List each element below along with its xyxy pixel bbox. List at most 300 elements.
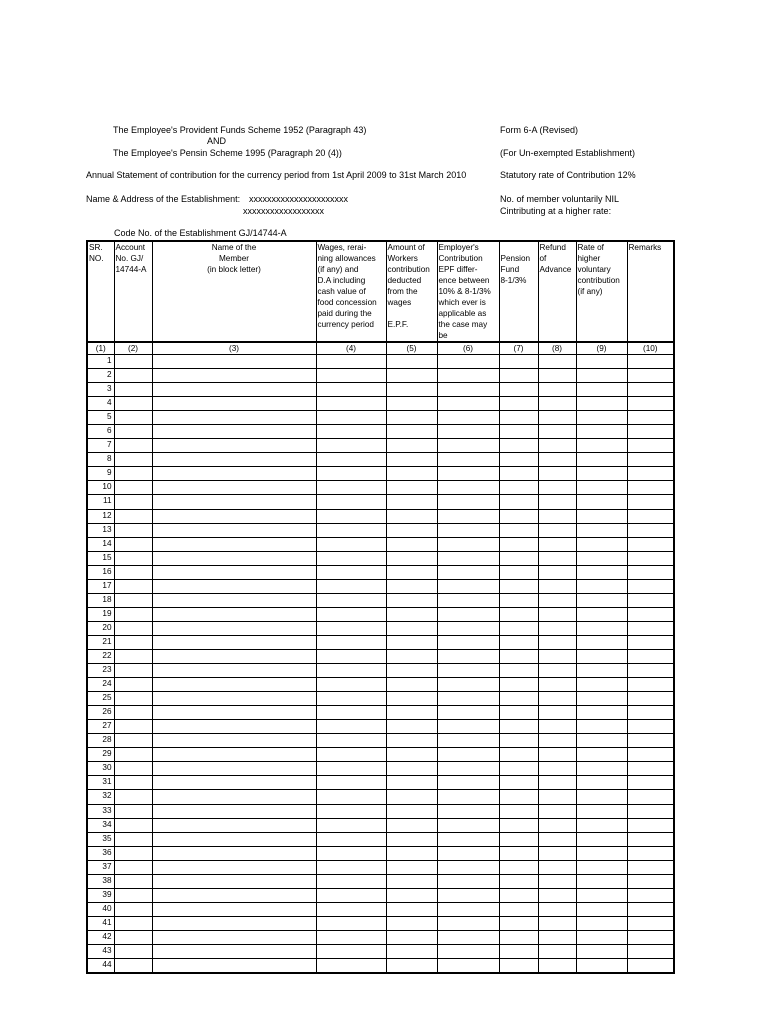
table-cell[interactable] bbox=[386, 579, 437, 593]
table-cell[interactable] bbox=[538, 706, 576, 720]
table-cell[interactable] bbox=[437, 551, 499, 565]
table-cell[interactable] bbox=[114, 649, 152, 663]
table-cell[interactable] bbox=[437, 902, 499, 916]
table-cell[interactable] bbox=[499, 621, 538, 635]
table-cell[interactable] bbox=[627, 678, 674, 692]
table-cell[interactable] bbox=[538, 425, 576, 439]
table-cell[interactable] bbox=[627, 888, 674, 902]
table-cell[interactable] bbox=[499, 481, 538, 495]
table-cell[interactable] bbox=[152, 397, 316, 411]
table-cell[interactable] bbox=[114, 355, 152, 369]
table-cell[interactable] bbox=[437, 846, 499, 860]
table-cell[interactable] bbox=[386, 649, 437, 663]
table-cell[interactable] bbox=[499, 509, 538, 523]
table-cell[interactable] bbox=[538, 411, 576, 425]
table-cell[interactable] bbox=[152, 355, 316, 369]
table-cell[interactable] bbox=[316, 846, 386, 860]
table-cell[interactable] bbox=[538, 579, 576, 593]
table-cell[interactable] bbox=[316, 439, 386, 453]
table-cell[interactable] bbox=[538, 495, 576, 509]
table-cell[interactable] bbox=[499, 551, 538, 565]
table-cell[interactable] bbox=[316, 762, 386, 776]
table-cell[interactable] bbox=[316, 860, 386, 874]
table-cell[interactable] bbox=[499, 678, 538, 692]
table-cell[interactable] bbox=[499, 565, 538, 579]
table-cell[interactable] bbox=[114, 959, 152, 974]
table-cell[interactable] bbox=[627, 453, 674, 467]
table-cell[interactable] bbox=[114, 369, 152, 383]
table-cell[interactable] bbox=[499, 355, 538, 369]
table-cell[interactable] bbox=[499, 579, 538, 593]
table-cell[interactable] bbox=[437, 790, 499, 804]
table-cell[interactable] bbox=[386, 762, 437, 776]
table-cell[interactable] bbox=[152, 664, 316, 678]
table-cell[interactable] bbox=[538, 902, 576, 916]
table-cell[interactable] bbox=[538, 383, 576, 397]
table-cell[interactable] bbox=[114, 607, 152, 621]
table-cell[interactable] bbox=[499, 902, 538, 916]
table-cell[interactable] bbox=[152, 621, 316, 635]
table-cell[interactable] bbox=[499, 874, 538, 888]
table-cell[interactable] bbox=[576, 762, 627, 776]
table-cell[interactable] bbox=[576, 551, 627, 565]
table-cell[interactable] bbox=[627, 383, 674, 397]
table-cell[interactable] bbox=[627, 804, 674, 818]
table-cell[interactable] bbox=[437, 439, 499, 453]
table-cell[interactable] bbox=[316, 832, 386, 846]
table-cell[interactable] bbox=[538, 523, 576, 537]
table-cell[interactable] bbox=[499, 916, 538, 930]
table-cell[interactable] bbox=[114, 495, 152, 509]
table-cell[interactable] bbox=[114, 874, 152, 888]
table-cell[interactable] bbox=[576, 748, 627, 762]
table-cell[interactable] bbox=[437, 832, 499, 846]
table-cell[interactable] bbox=[437, 959, 499, 974]
table-cell[interactable] bbox=[386, 959, 437, 974]
table-cell[interactable] bbox=[152, 916, 316, 930]
table-cell[interactable] bbox=[152, 888, 316, 902]
table-cell[interactable] bbox=[499, 537, 538, 551]
table-cell[interactable] bbox=[114, 888, 152, 902]
table-cell[interactable] bbox=[437, 706, 499, 720]
table-cell[interactable] bbox=[114, 762, 152, 776]
table-cell[interactable] bbox=[386, 748, 437, 762]
table-cell[interactable] bbox=[627, 748, 674, 762]
table-cell[interactable] bbox=[316, 818, 386, 832]
table-cell[interactable] bbox=[152, 593, 316, 607]
table-cell[interactable] bbox=[114, 523, 152, 537]
table-cell[interactable] bbox=[627, 790, 674, 804]
table-cell[interactable] bbox=[437, 720, 499, 734]
table-cell[interactable] bbox=[576, 664, 627, 678]
table-cell[interactable] bbox=[576, 369, 627, 383]
table-cell[interactable] bbox=[316, 692, 386, 706]
table-cell[interactable] bbox=[114, 509, 152, 523]
table-cell[interactable] bbox=[152, 523, 316, 537]
table-cell[interactable] bbox=[627, 355, 674, 369]
table-cell[interactable] bbox=[316, 916, 386, 930]
table-cell[interactable] bbox=[386, 678, 437, 692]
table-cell[interactable] bbox=[627, 607, 674, 621]
table-cell[interactable] bbox=[499, 607, 538, 621]
table-cell[interactable] bbox=[576, 649, 627, 663]
table-cell[interactable] bbox=[538, 397, 576, 411]
table-cell[interactable] bbox=[386, 832, 437, 846]
table-cell[interactable] bbox=[576, 523, 627, 537]
table-cell[interactable] bbox=[499, 593, 538, 607]
table-cell[interactable] bbox=[437, 930, 499, 944]
table-cell[interactable] bbox=[152, 902, 316, 916]
table-cell[interactable] bbox=[386, 804, 437, 818]
table-cell[interactable] bbox=[437, 874, 499, 888]
table-cell[interactable] bbox=[576, 635, 627, 649]
table-cell[interactable] bbox=[152, 692, 316, 706]
table-cell[interactable] bbox=[538, 678, 576, 692]
table-cell[interactable] bbox=[576, 509, 627, 523]
table-cell[interactable] bbox=[437, 776, 499, 790]
table-cell[interactable] bbox=[576, 860, 627, 874]
table-cell[interactable] bbox=[114, 818, 152, 832]
table-cell[interactable] bbox=[114, 635, 152, 649]
table-cell[interactable] bbox=[499, 860, 538, 874]
table-cell[interactable] bbox=[538, 846, 576, 860]
table-cell[interactable] bbox=[114, 537, 152, 551]
table-cell[interactable] bbox=[316, 664, 386, 678]
table-cell[interactable] bbox=[499, 635, 538, 649]
table-cell[interactable] bbox=[627, 411, 674, 425]
table-cell[interactable] bbox=[114, 734, 152, 748]
table-cell[interactable] bbox=[114, 678, 152, 692]
table-cell[interactable] bbox=[152, 537, 316, 551]
table-cell[interactable] bbox=[386, 439, 437, 453]
table-cell[interactable] bbox=[538, 453, 576, 467]
table-cell[interactable] bbox=[152, 734, 316, 748]
table-cell[interactable] bbox=[316, 369, 386, 383]
table-cell[interactable] bbox=[386, 523, 437, 537]
table-cell[interactable] bbox=[114, 397, 152, 411]
table-cell[interactable] bbox=[386, 495, 437, 509]
table-cell[interactable] bbox=[152, 481, 316, 495]
table-cell[interactable] bbox=[538, 369, 576, 383]
table-cell[interactable] bbox=[152, 790, 316, 804]
table-cell[interactable] bbox=[538, 930, 576, 944]
table-cell[interactable] bbox=[538, 818, 576, 832]
table-cell[interactable] bbox=[114, 481, 152, 495]
table-cell[interactable] bbox=[386, 860, 437, 874]
table-cell[interactable] bbox=[316, 593, 386, 607]
table-cell[interactable] bbox=[538, 593, 576, 607]
table-cell[interactable] bbox=[316, 649, 386, 663]
table-cell[interactable] bbox=[386, 481, 437, 495]
table-cell[interactable] bbox=[437, 425, 499, 439]
table-cell[interactable] bbox=[152, 383, 316, 397]
table-cell[interactable] bbox=[627, 832, 674, 846]
table-cell[interactable] bbox=[437, 692, 499, 706]
table-cell[interactable] bbox=[499, 411, 538, 425]
table-cell[interactable] bbox=[386, 664, 437, 678]
table-cell[interactable] bbox=[627, 930, 674, 944]
table-cell[interactable] bbox=[437, 748, 499, 762]
table-cell[interactable] bbox=[316, 397, 386, 411]
table-cell[interactable] bbox=[316, 959, 386, 974]
table-cell[interactable] bbox=[316, 551, 386, 565]
table-cell[interactable] bbox=[152, 874, 316, 888]
table-cell[interactable] bbox=[627, 565, 674, 579]
table-cell[interactable] bbox=[437, 649, 499, 663]
table-cell[interactable] bbox=[437, 383, 499, 397]
table-cell[interactable] bbox=[437, 944, 499, 958]
table-cell[interactable] bbox=[576, 425, 627, 439]
table-cell[interactable] bbox=[316, 790, 386, 804]
table-cell[interactable] bbox=[316, 411, 386, 425]
table-cell[interactable] bbox=[627, 523, 674, 537]
table-cell[interactable] bbox=[538, 888, 576, 902]
table-cell[interactable] bbox=[316, 383, 386, 397]
table-cell[interactable] bbox=[499, 832, 538, 846]
table-cell[interactable] bbox=[627, 369, 674, 383]
table-cell[interactable] bbox=[152, 706, 316, 720]
table-cell[interactable] bbox=[437, 762, 499, 776]
table-cell[interactable] bbox=[114, 439, 152, 453]
table-cell[interactable] bbox=[386, 818, 437, 832]
table-cell[interactable] bbox=[499, 495, 538, 509]
table-cell[interactable] bbox=[114, 776, 152, 790]
table-cell[interactable] bbox=[114, 692, 152, 706]
table-cell[interactable] bbox=[386, 369, 437, 383]
table-cell[interactable] bbox=[627, 439, 674, 453]
table-cell[interactable] bbox=[386, 874, 437, 888]
table-cell[interactable] bbox=[499, 748, 538, 762]
table-cell[interactable] bbox=[538, 481, 576, 495]
table-cell[interactable] bbox=[437, 818, 499, 832]
table-cell[interactable] bbox=[152, 467, 316, 481]
table-cell[interactable] bbox=[576, 776, 627, 790]
table-cell[interactable] bbox=[114, 411, 152, 425]
table-cell[interactable] bbox=[499, 649, 538, 663]
table-cell[interactable] bbox=[386, 397, 437, 411]
table-cell[interactable] bbox=[499, 776, 538, 790]
table-cell[interactable] bbox=[538, 607, 576, 621]
table-cell[interactable] bbox=[576, 888, 627, 902]
table-cell[interactable] bbox=[152, 776, 316, 790]
table-cell[interactable] bbox=[114, 944, 152, 958]
table-cell[interactable] bbox=[114, 846, 152, 860]
table-cell[interactable] bbox=[576, 902, 627, 916]
table-cell[interactable] bbox=[576, 916, 627, 930]
table-cell[interactable] bbox=[152, 551, 316, 565]
table-cell[interactable] bbox=[627, 818, 674, 832]
table-cell[interactable] bbox=[538, 664, 576, 678]
table-cell[interactable] bbox=[386, 902, 437, 916]
table-cell[interactable] bbox=[499, 804, 538, 818]
table-cell[interactable] bbox=[538, 565, 576, 579]
table-cell[interactable] bbox=[627, 944, 674, 958]
table-cell[interactable] bbox=[437, 621, 499, 635]
table-cell[interactable] bbox=[114, 467, 152, 481]
table-cell[interactable] bbox=[152, 439, 316, 453]
table-cell[interactable] bbox=[114, 916, 152, 930]
table-cell[interactable] bbox=[499, 888, 538, 902]
table-cell[interactable] bbox=[538, 860, 576, 874]
table-cell[interactable] bbox=[499, 453, 538, 467]
table-cell[interactable] bbox=[627, 720, 674, 734]
table-cell[interactable] bbox=[437, 607, 499, 621]
table-cell[interactable] bbox=[316, 523, 386, 537]
table-cell[interactable] bbox=[576, 720, 627, 734]
table-cell[interactable] bbox=[114, 902, 152, 916]
table-cell[interactable] bbox=[576, 790, 627, 804]
table-cell[interactable] bbox=[437, 635, 499, 649]
table-cell[interactable] bbox=[386, 411, 437, 425]
table-cell[interactable] bbox=[538, 804, 576, 818]
table-cell[interactable] bbox=[386, 551, 437, 565]
table-cell[interactable] bbox=[499, 439, 538, 453]
table-cell[interactable] bbox=[499, 692, 538, 706]
table-cell[interactable] bbox=[114, 565, 152, 579]
table-cell[interactable] bbox=[386, 916, 437, 930]
table-cell[interactable] bbox=[316, 720, 386, 734]
table-cell[interactable] bbox=[152, 944, 316, 958]
table-cell[interactable] bbox=[437, 565, 499, 579]
table-cell[interactable] bbox=[316, 425, 386, 439]
table-cell[interactable] bbox=[627, 846, 674, 860]
table-cell[interactable] bbox=[114, 790, 152, 804]
table-cell[interactable] bbox=[152, 565, 316, 579]
table-cell[interactable] bbox=[114, 804, 152, 818]
table-cell[interactable] bbox=[538, 467, 576, 481]
table-cell[interactable] bbox=[538, 720, 576, 734]
table-cell[interactable] bbox=[316, 579, 386, 593]
table-cell[interactable] bbox=[386, 383, 437, 397]
table-cell[interactable] bbox=[576, 734, 627, 748]
table-cell[interactable] bbox=[152, 959, 316, 974]
table-cell[interactable] bbox=[386, 355, 437, 369]
table-cell[interactable] bbox=[386, 621, 437, 635]
table-cell[interactable] bbox=[152, 748, 316, 762]
table-cell[interactable] bbox=[538, 621, 576, 635]
table-cell[interactable] bbox=[576, 959, 627, 974]
table-cell[interactable] bbox=[386, 607, 437, 621]
table-cell[interactable] bbox=[627, 551, 674, 565]
table-cell[interactable] bbox=[386, 453, 437, 467]
table-cell[interactable] bbox=[437, 678, 499, 692]
table-cell[interactable] bbox=[499, 959, 538, 974]
table-cell[interactable] bbox=[499, 706, 538, 720]
table-cell[interactable] bbox=[152, 649, 316, 663]
table-cell[interactable] bbox=[538, 355, 576, 369]
table-cell[interactable] bbox=[152, 860, 316, 874]
table-cell[interactable] bbox=[152, 804, 316, 818]
table-cell[interactable] bbox=[437, 888, 499, 902]
table-cell[interactable] bbox=[386, 509, 437, 523]
table-cell[interactable] bbox=[152, 678, 316, 692]
table-cell[interactable] bbox=[316, 537, 386, 551]
table-cell[interactable] bbox=[627, 467, 674, 481]
table-cell[interactable] bbox=[627, 902, 674, 916]
table-cell[interactable] bbox=[538, 916, 576, 930]
table-cell[interactable] bbox=[499, 720, 538, 734]
table-cell[interactable] bbox=[386, 425, 437, 439]
table-cell[interactable] bbox=[437, 397, 499, 411]
table-cell[interactable] bbox=[386, 720, 437, 734]
table-cell[interactable] bbox=[386, 930, 437, 944]
table-cell[interactable] bbox=[576, 579, 627, 593]
table-cell[interactable] bbox=[386, 706, 437, 720]
table-cell[interactable] bbox=[114, 706, 152, 720]
table-cell[interactable] bbox=[316, 495, 386, 509]
table-cell[interactable] bbox=[437, 804, 499, 818]
table-cell[interactable] bbox=[437, 523, 499, 537]
table-cell[interactable] bbox=[576, 621, 627, 635]
table-cell[interactable] bbox=[437, 664, 499, 678]
table-cell[interactable] bbox=[538, 776, 576, 790]
table-cell[interactable] bbox=[627, 874, 674, 888]
table-cell[interactable] bbox=[576, 874, 627, 888]
table-cell[interactable] bbox=[114, 621, 152, 635]
table-cell[interactable] bbox=[576, 930, 627, 944]
table-cell[interactable] bbox=[576, 607, 627, 621]
table-cell[interactable] bbox=[316, 635, 386, 649]
table-cell[interactable] bbox=[386, 776, 437, 790]
table-cell[interactable] bbox=[437, 495, 499, 509]
table-cell[interactable] bbox=[386, 944, 437, 958]
table-cell[interactable] bbox=[499, 790, 538, 804]
table-cell[interactable] bbox=[499, 397, 538, 411]
table-cell[interactable] bbox=[114, 551, 152, 565]
table-cell[interactable] bbox=[538, 944, 576, 958]
table-cell[interactable] bbox=[576, 678, 627, 692]
table-cell[interactable] bbox=[538, 748, 576, 762]
table-cell[interactable] bbox=[316, 930, 386, 944]
table-cell[interactable] bbox=[386, 790, 437, 804]
table-cell[interactable] bbox=[576, 846, 627, 860]
table-cell[interactable] bbox=[576, 453, 627, 467]
table-cell[interactable] bbox=[576, 397, 627, 411]
table-cell[interactable] bbox=[627, 425, 674, 439]
table-cell[interactable] bbox=[152, 607, 316, 621]
table-cell[interactable] bbox=[576, 832, 627, 846]
table-cell[interactable] bbox=[538, 832, 576, 846]
table-cell[interactable] bbox=[316, 453, 386, 467]
table-cell[interactable] bbox=[437, 453, 499, 467]
table-cell[interactable] bbox=[437, 481, 499, 495]
table-cell[interactable] bbox=[538, 734, 576, 748]
table-cell[interactable] bbox=[114, 593, 152, 607]
table-cell[interactable] bbox=[499, 523, 538, 537]
table-cell[interactable] bbox=[316, 481, 386, 495]
table-cell[interactable] bbox=[437, 579, 499, 593]
table-cell[interactable] bbox=[499, 818, 538, 832]
table-cell[interactable] bbox=[576, 593, 627, 607]
table-cell[interactable] bbox=[114, 748, 152, 762]
table-cell[interactable] bbox=[114, 930, 152, 944]
table-cell[interactable] bbox=[538, 790, 576, 804]
table-cell[interactable] bbox=[316, 748, 386, 762]
table-cell[interactable] bbox=[437, 860, 499, 874]
table-cell[interactable] bbox=[576, 537, 627, 551]
table-cell[interactable] bbox=[152, 846, 316, 860]
table-cell[interactable] bbox=[386, 692, 437, 706]
table-cell[interactable] bbox=[114, 860, 152, 874]
table-cell[interactable] bbox=[627, 706, 674, 720]
table-cell[interactable] bbox=[499, 944, 538, 958]
table-cell[interactable] bbox=[316, 874, 386, 888]
table-cell[interactable] bbox=[437, 355, 499, 369]
table-cell[interactable] bbox=[499, 425, 538, 439]
table-cell[interactable] bbox=[114, 664, 152, 678]
table-cell[interactable] bbox=[499, 762, 538, 776]
table-cell[interactable] bbox=[576, 565, 627, 579]
